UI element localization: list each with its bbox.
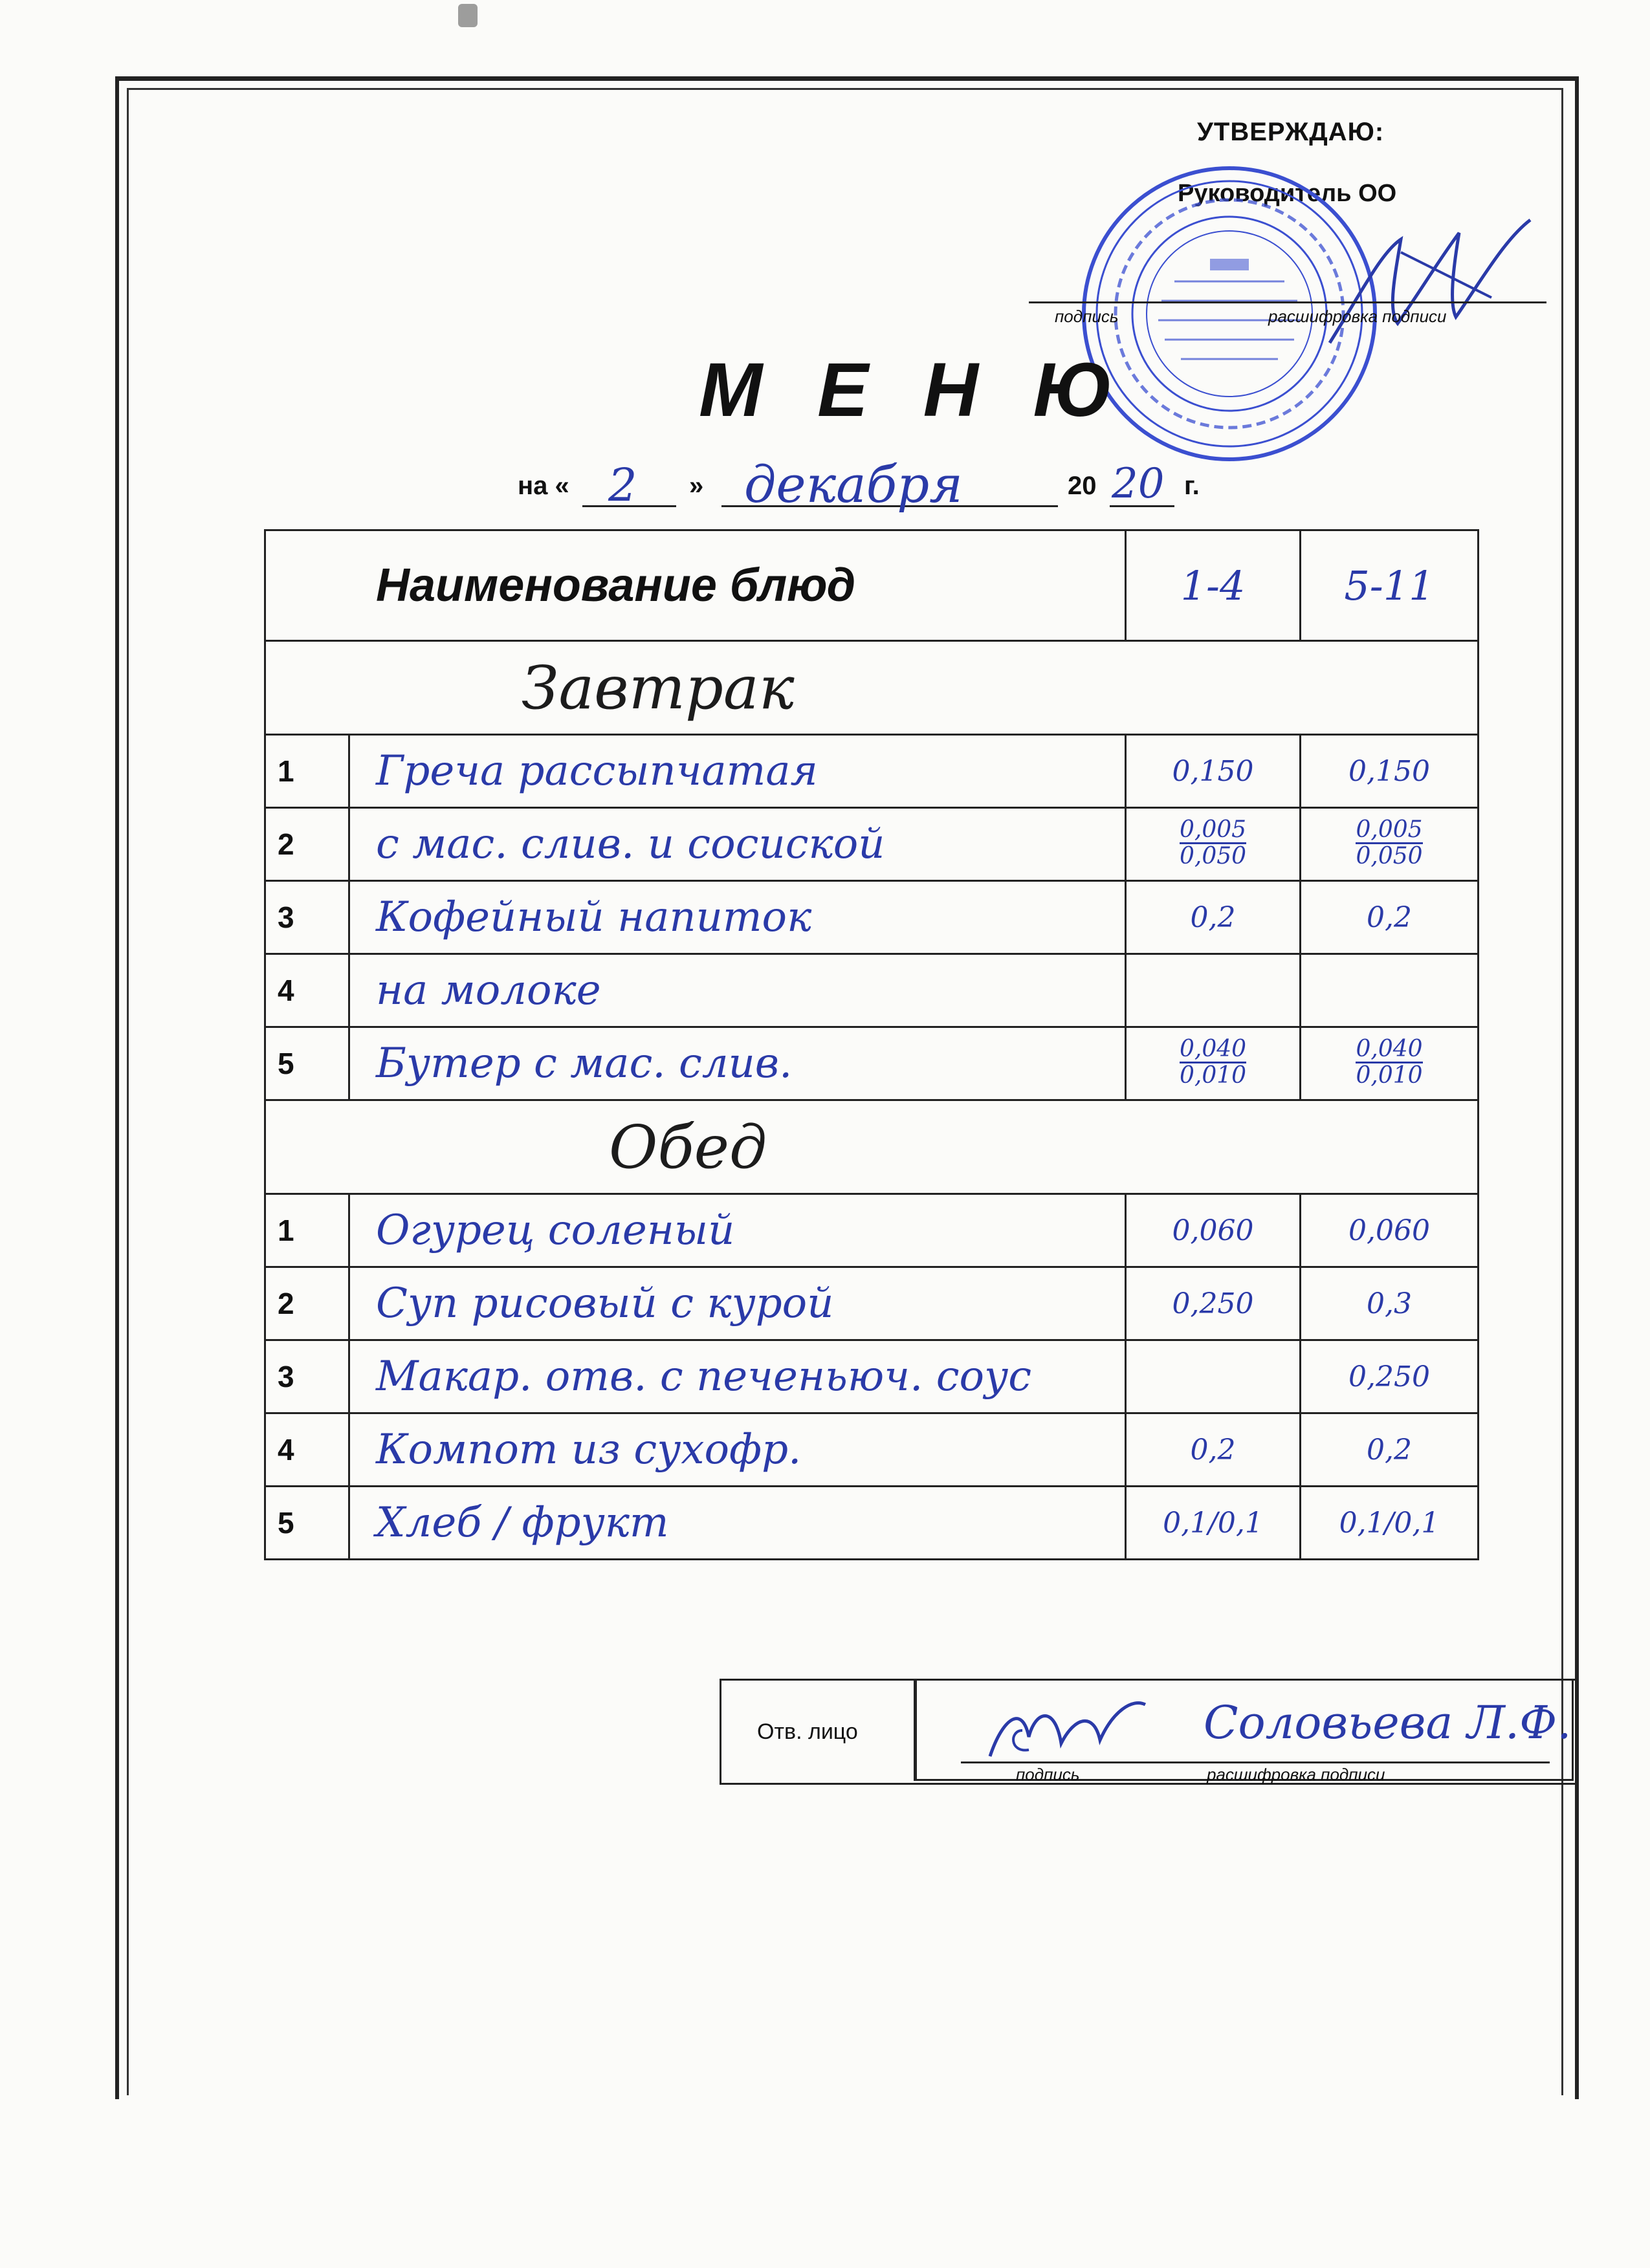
date-prefix: на « [518, 472, 569, 500]
portion-1-4 [1126, 1340, 1301, 1413]
meal-section-label: Обед [265, 1100, 1479, 1194]
portion-5-11: 0,2 [1301, 1413, 1479, 1487]
portion-5-11: 0,2 [1301, 881, 1479, 954]
age-group-5-11-header: 5-11 [1301, 530, 1479, 641]
portion-top-value: 0,005 [1179, 816, 1247, 844]
approver-decode-caption: расшифровка подписи [1268, 307, 1447, 326]
table-row [265, 1194, 1479, 1267]
portion-top-value: 0,005 [1356, 816, 1423, 844]
section-row [265, 1100, 1479, 1194]
dish-name: Кофейный напиток [349, 881, 1126, 954]
row-number: 2 [265, 808, 349, 881]
row-number: 4 [265, 1413, 349, 1487]
meal-section-label: Завтрак [265, 641, 1479, 735]
row-number: 5 [265, 1027, 349, 1100]
approver-role: Руководитель ОО [1178, 180, 1397, 207]
portion-1-4 [1126, 808, 1301, 881]
dish-name: Суп рисовый с курой [349, 1267, 1126, 1340]
approver-signature-line [1029, 301, 1546, 303]
table-row [265, 1413, 1479, 1487]
portion-1-4 [1126, 1027, 1301, 1100]
row-number: 1 [265, 1194, 349, 1267]
table-row [265, 735, 1479, 808]
portion-5-11: 0,150 [1301, 735, 1479, 808]
dishes-column-header: Наименование блюд [265, 530, 1126, 641]
portion-bottom-value: 0,050 [1356, 842, 1423, 869]
date-month: декабря [744, 456, 963, 514]
dish-name: с мас. слив. и сосиской [349, 808, 1126, 881]
row-number: 4 [265, 954, 349, 1027]
portion-1-4: 0,060 [1126, 1194, 1301, 1267]
portion-5-11: 0,060 [1301, 1194, 1479, 1267]
table-row [265, 1027, 1479, 1100]
dish-name: Хлеб / фрукт [349, 1487, 1126, 1560]
scan-artifact [458, 4, 478, 27]
menu-table [264, 529, 1479, 1560]
row-number: 1 [265, 735, 349, 808]
responsible-decode-caption: расшифровка подписи [1207, 1765, 1385, 1784]
page-title: М Е Н Ю [699, 347, 1130, 433]
approval-heading: УТВЕРЖДАЮ: [1197, 118, 1385, 146]
portion-5-11: 0,1/0,1 [1301, 1487, 1479, 1560]
table-header-row [265, 530, 1479, 641]
table-row [265, 1267, 1479, 1340]
table-row [265, 1340, 1479, 1413]
responsible-signature [984, 1692, 1152, 1769]
date-day: 2 [608, 459, 637, 512]
dish-name: Компот из сухофр. [349, 1413, 1126, 1487]
row-number: 3 [265, 881, 349, 954]
responsible-signature-line [961, 1761, 1550, 1763]
portion-1-4: 0,2 [1126, 881, 1301, 954]
responsible-label: Отв. лицо [757, 1719, 858, 1744]
dish-name: Греча рассыпчатая [349, 735, 1126, 808]
row-number: 3 [265, 1340, 349, 1413]
portion-1-4: 0,250 [1126, 1267, 1301, 1340]
portion-5-11: 0,3 [1301, 1267, 1479, 1340]
section-row [265, 641, 1479, 735]
date-close: » [689, 472, 704, 500]
dish-name: на молоке [349, 954, 1126, 1027]
portion-1-4: 0,1/0,1 [1126, 1487, 1301, 1560]
table-row [265, 881, 1479, 954]
row-number: 5 [265, 1487, 349, 1560]
date-year-prefix: 20 [1068, 472, 1097, 500]
approver-signature-caption: подпись [1055, 307, 1119, 326]
dish-name: Бутер с мас. слив. [349, 1027, 1126, 1100]
portion-5-11 [1301, 954, 1479, 1027]
dish-name: Огурец соленый [349, 1194, 1126, 1267]
date-year-end: г. [1184, 472, 1200, 500]
portion-top-value: 0,040 [1356, 1036, 1423, 1063]
approver-signature [1323, 213, 1537, 362]
responsible-name: Соловьева Л.Ф. [1204, 1696, 1572, 1749]
table-row [265, 808, 1479, 881]
portion-5-11 [1301, 808, 1479, 881]
table-row [265, 1487, 1479, 1560]
responsible-signature-caption: подпись [1016, 1765, 1080, 1784]
portion-top-value: 0,040 [1179, 1036, 1247, 1063]
date-year-suffix: 20 [1112, 460, 1165, 508]
portion-1-4: 0,150 [1126, 735, 1301, 808]
portion-bottom-value: 0,010 [1356, 1062, 1423, 1089]
portion-5-11: 0,250 [1301, 1340, 1479, 1413]
table-row [265, 954, 1479, 1027]
portion-5-11 [1301, 1027, 1479, 1100]
row-number: 2 [265, 1267, 349, 1340]
portion-1-4: 0,2 [1126, 1413, 1301, 1487]
dish-name: Макар. отв. с печеньюч. соус [349, 1340, 1126, 1413]
age-group-1-4-header: 1-4 [1126, 530, 1301, 641]
portion-1-4 [1126, 954, 1301, 1027]
portion-bottom-value: 0,050 [1179, 842, 1247, 869]
portion-bottom-value: 0,010 [1179, 1062, 1247, 1089]
